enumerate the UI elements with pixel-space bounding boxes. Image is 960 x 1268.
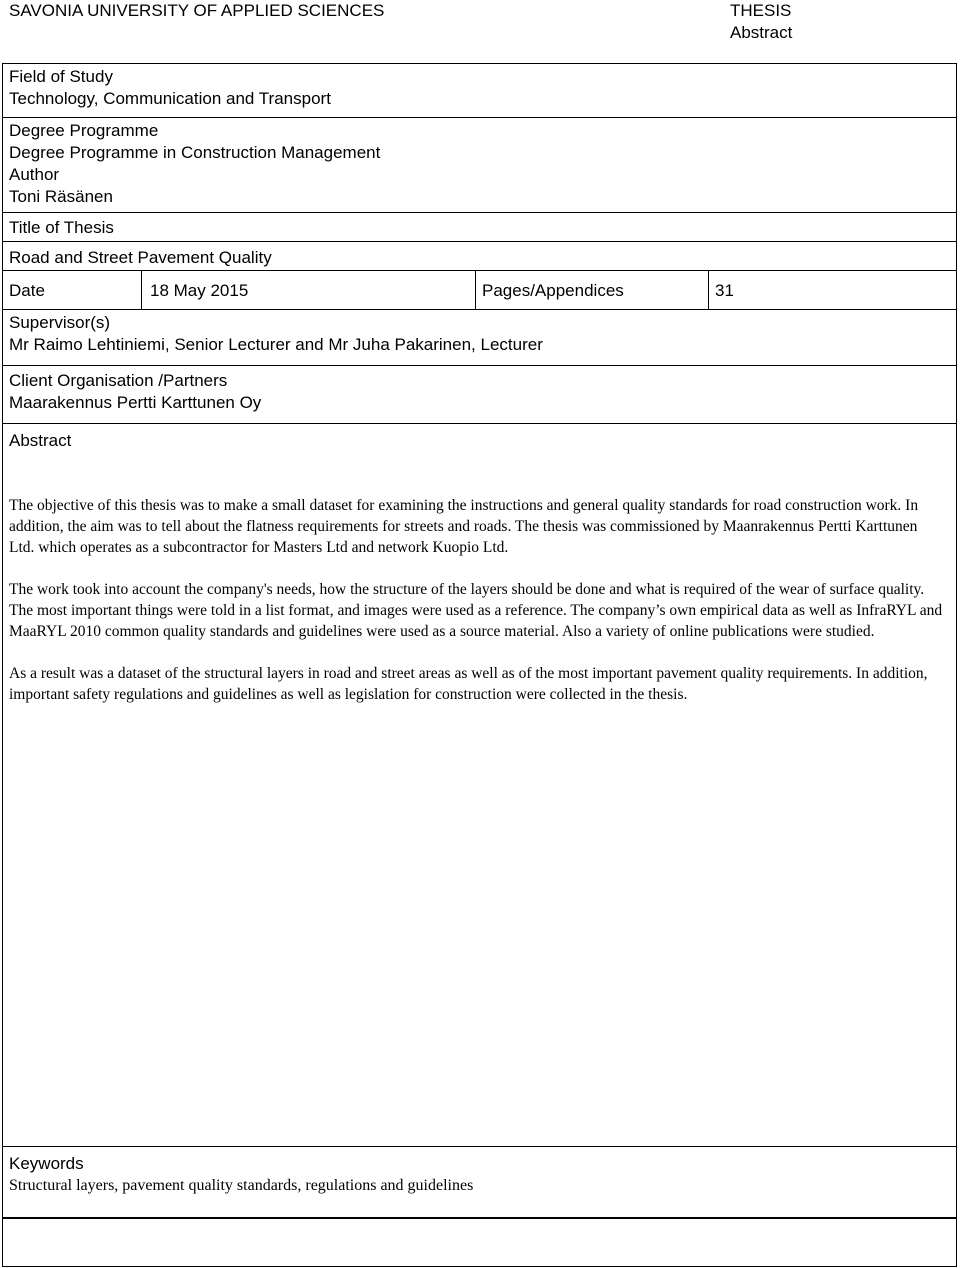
client-organisation — [3, 370, 261, 414]
author-label: Author — [9, 165, 60, 184]
supervisor — [3, 312, 543, 356]
client-label: Client Organisation /Partners — [9, 371, 228, 390]
degree-programme — [3, 120, 380, 208]
author-value: Toni Räsänen — [9, 187, 113, 206]
degree-programme-label: Degree Programme — [9, 121, 159, 140]
supervisor-label: Supervisor(s) — [9, 313, 111, 332]
keywords-section — [2, 1146, 957, 1219]
field-of-study — [3, 66, 331, 110]
pages-label: Pages/Appendices — [482, 281, 624, 300]
footer-box — [2, 1218, 957, 1267]
supervisor-value: Mr Raimo Lehtiniemi, Senior Lecturer and Mr Juha Pakarinen, Lecturer — [9, 335, 543, 354]
date-value: 18 May 2015 — [150, 281, 249, 300]
title-value: Road and Street Pavement Quality — [9, 248, 272, 267]
title-label: Title of Thesis — [9, 218, 114, 237]
abstract-paragraph: The objective of this thesis was to make a small dataset for examining the instructions and general quality standards for road construction work. In addition, the aim was to tell about the flatness requirements for streets and roads. The thesis was commissioned by Maanrakennus Pertti Karttunen Ltd. which operates as a subcontractor for Masters Ltd and network Kuopio Ltd. — [9, 497, 919, 556]
date-label: Date — [9, 281, 45, 300]
institution-name: SAVONIA UNIVERSITY OF APPLIED SCIENCES — [9, 1, 385, 20]
abstract-header-label: Abstract — [730, 23, 793, 42]
keywords-label: Keywords — [9, 1154, 84, 1173]
degree-programme-value: Degree Programme in Construction Management — [9, 143, 381, 162]
thesis-abstract-form — [2, 63, 957, 1218]
abstract-paragraph: As a result was a dataset of the structural layers in road and street areas as well as of the most important pavement quality requirements. In addition, important safety regulations and guidelines as well as legislation for construction were collected in the thesis. — [9, 665, 928, 703]
field-of-study-value: Technology, Communication and Transport — [9, 89, 331, 108]
document-type — [730, 0, 792, 44]
client-value: Maarakennus Pertti Karttunen Oy — [9, 393, 262, 412]
pages-value: 31 — [715, 281, 734, 300]
field-of-study-label: Field of Study — [9, 67, 113, 86]
thesis-label: THESIS — [730, 1, 792, 20]
abstract-label: Abstract — [9, 431, 72, 450]
keywords-value: Structural layers, pavement quality standards, regulations and guidelines — [9, 1177, 474, 1194]
abstract-body — [9, 495, 945, 726]
abstract-paragraph: The work took into account the company's needs, how the structure of the layers should be done and what is required of the wear of surface quality. The most important things were told in a list format, and images were used as a reference. The company’s own empirical data as well as InfraRYL and MaaRYL 2010 common quality standards and guidelines were used as a source material. Also a variety of online publications were studied. — [9, 581, 943, 640]
